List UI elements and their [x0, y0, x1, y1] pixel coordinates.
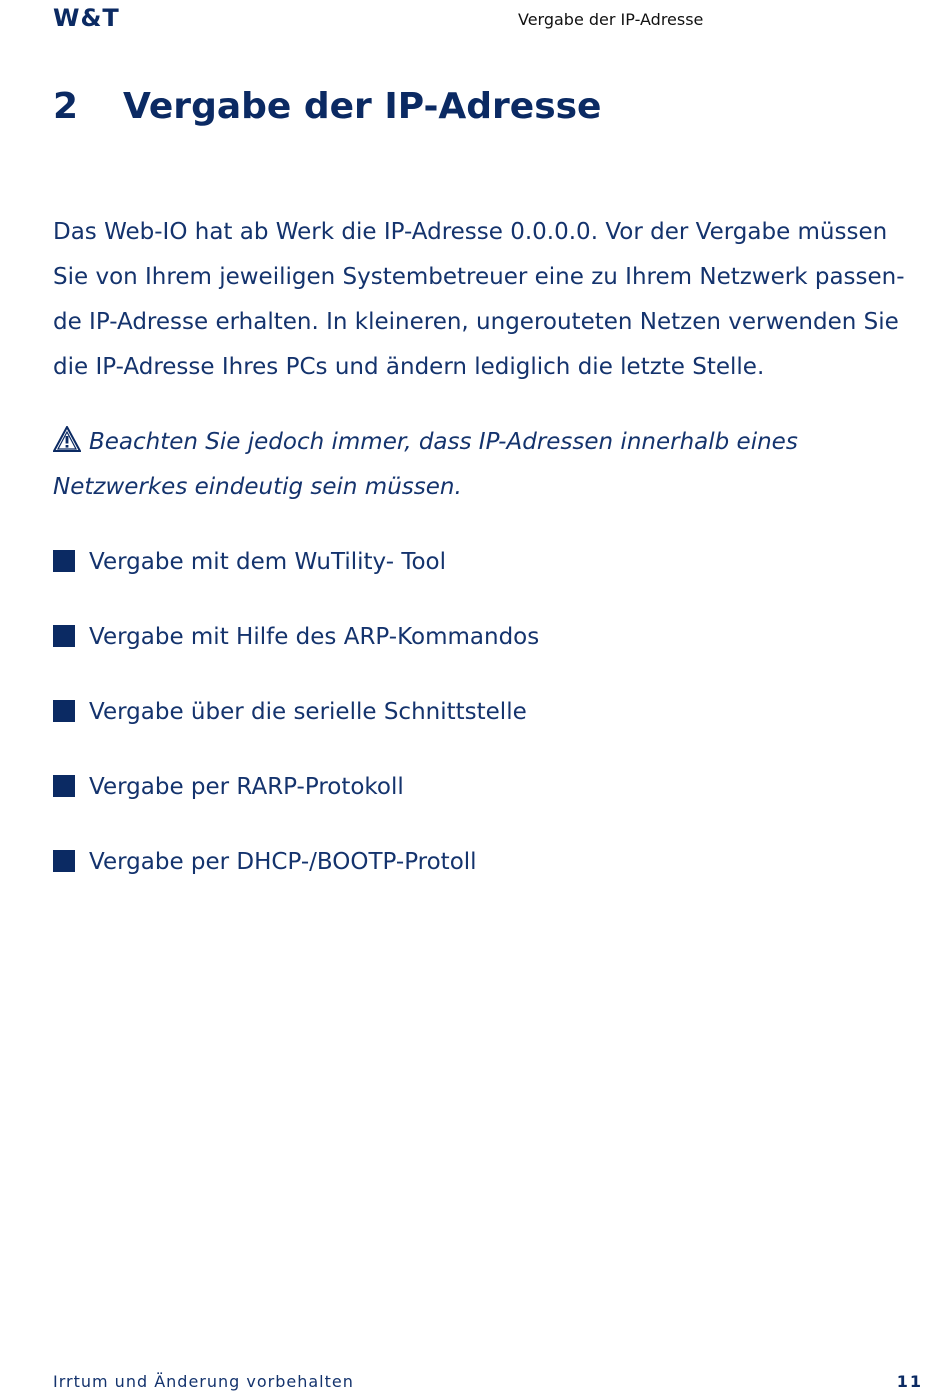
list-item-text: Vergabe per DHCP-/BOOTP-Protoll — [89, 849, 477, 875]
intro-paragraph — [53, 210, 913, 390]
page-number: 11 — [896, 1372, 923, 1391]
list-item — [53, 690, 913, 765]
warning-note — [53, 420, 913, 510]
warning-triangle-icon — [53, 426, 81, 452]
brand-logo: W&T — [53, 4, 120, 32]
warning-text: Beachten Sie jedoch immer, dass IP-Adressen innerhalb eines — [89, 429, 798, 455]
footer-disclaimer: Irrtum und Änderung vorbehalten — [53, 1372, 354, 1391]
method-list — [53, 540, 913, 915]
intro-line: Sie von Ihrem jeweiligen Systembetreuer eine zu Ihrem Netzwerk passen- — [53, 264, 905, 290]
warning-line-2: Netzwerkes eindeutig sein müssen. — [53, 474, 462, 500]
square-bullet-icon — [53, 775, 75, 797]
running-header-title: Vergabe der IP-Adresse — [518, 10, 704, 29]
square-bullet-icon — [53, 625, 75, 647]
square-bullet-icon — [53, 850, 75, 872]
warning-line-1 — [53, 420, 913, 465]
list-item — [53, 615, 913, 690]
list-item-text: Vergabe über die serielle Schnittstelle — [89, 699, 527, 725]
list-item — [53, 765, 913, 840]
square-bullet-icon — [53, 550, 75, 572]
intro-line: de IP-Adresse erhalten. In kleineren, ungerouteten Netzen verwenden Sie — [53, 309, 899, 335]
list-item — [53, 840, 913, 915]
intro-line: Das Web-IO hat ab Werk die IP-Adresse 0.0.0.0. Vor der Vergabe müssen — [53, 219, 888, 245]
list-item-text: Vergabe per RARP-Protokoll — [89, 774, 404, 800]
square-bullet-icon — [53, 700, 75, 722]
chapter-title: Vergabe der IP-Adresse — [123, 86, 602, 127]
list-item-text: Vergabe mit dem WuTility- Tool — [89, 549, 447, 575]
chapter-number: 2 — [53, 86, 79, 127]
intro-line: die IP-Adresse Ihres PCs und ändern lediglich die letzte Stelle. — [53, 354, 765, 380]
list-item — [53, 540, 913, 615]
chapter-heading — [53, 86, 601, 127]
list-item-text: Vergabe mit Hilfe des ARP-Kommandos — [89, 624, 540, 650]
